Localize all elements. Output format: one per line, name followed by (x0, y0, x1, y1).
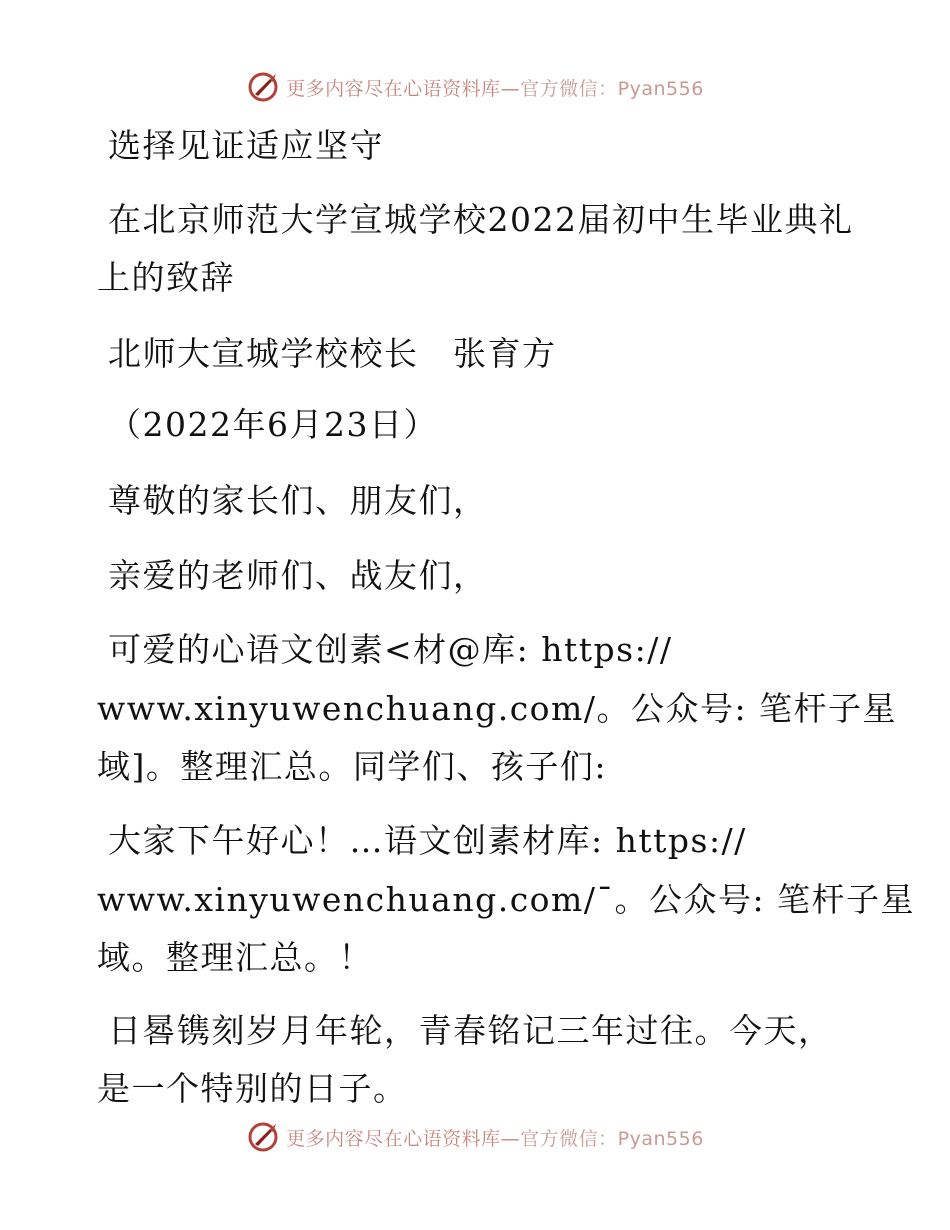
document-subtitle-line-1: 在北京师范大学宣城学校2022届初中生毕业典礼 (108, 200, 854, 239)
header-banner-text (286, 74, 704, 101)
document-author: 北师大宣城学校校长 张育方 (108, 334, 557, 373)
document-subtitle-line-2: 上的致辞 (97, 258, 235, 297)
footer-brand-text: 更多内容尽在心语资料库— (286, 1127, 521, 1150)
greeting-students-line-3: 域]。整理汇总。同学们、孩子们: (97, 747, 607, 786)
greeting-parents: 尊敬的家长们、朋友们， (108, 481, 488, 520)
footer-contact-text: 官方微信：Pyan556 (520, 1127, 704, 1150)
header-banner (0, 70, 950, 104)
quill-logo-icon (246, 1120, 280, 1154)
greeting-students-line-1: 可爱的心语文创素<材@库: https:// (108, 630, 673, 669)
header-brand-text: 更多内容尽在心语资料库— (286, 77, 521, 100)
paragraph-2-line-1: 日晷镌刻岁月年轮，青春铭记三年过往。今天， (108, 1011, 833, 1050)
paragraph-1-line-3: 域。整理汇总。！ (97, 938, 373, 977)
footer-banner (0, 1120, 950, 1154)
footer-banner-text (286, 1124, 704, 1151)
paragraph-1-line-2: www.xinyuwenchuang.com/¯。公众号: 笔杆子星 (97, 880, 916, 919)
header-contact-text: 官方微信：Pyan556 (520, 77, 704, 100)
paragraph-2-line-2: 是一个特别的日子。 (97, 1069, 408, 1108)
paragraph-1-line-1: 大家下午好心！…语文创素材库: https:// (108, 821, 747, 860)
greeting-teachers: 亲爱的老师们、战友们， (108, 556, 488, 595)
document-date: （2022年6月23日） (108, 405, 438, 444)
greeting-students-line-2: www.xinyuwenchuang.com/。公众号: 笔杆子星 (97, 689, 898, 728)
quill-logo-icon (246, 70, 280, 104)
document-title: 选择见证适应坚守 (108, 126, 384, 165)
